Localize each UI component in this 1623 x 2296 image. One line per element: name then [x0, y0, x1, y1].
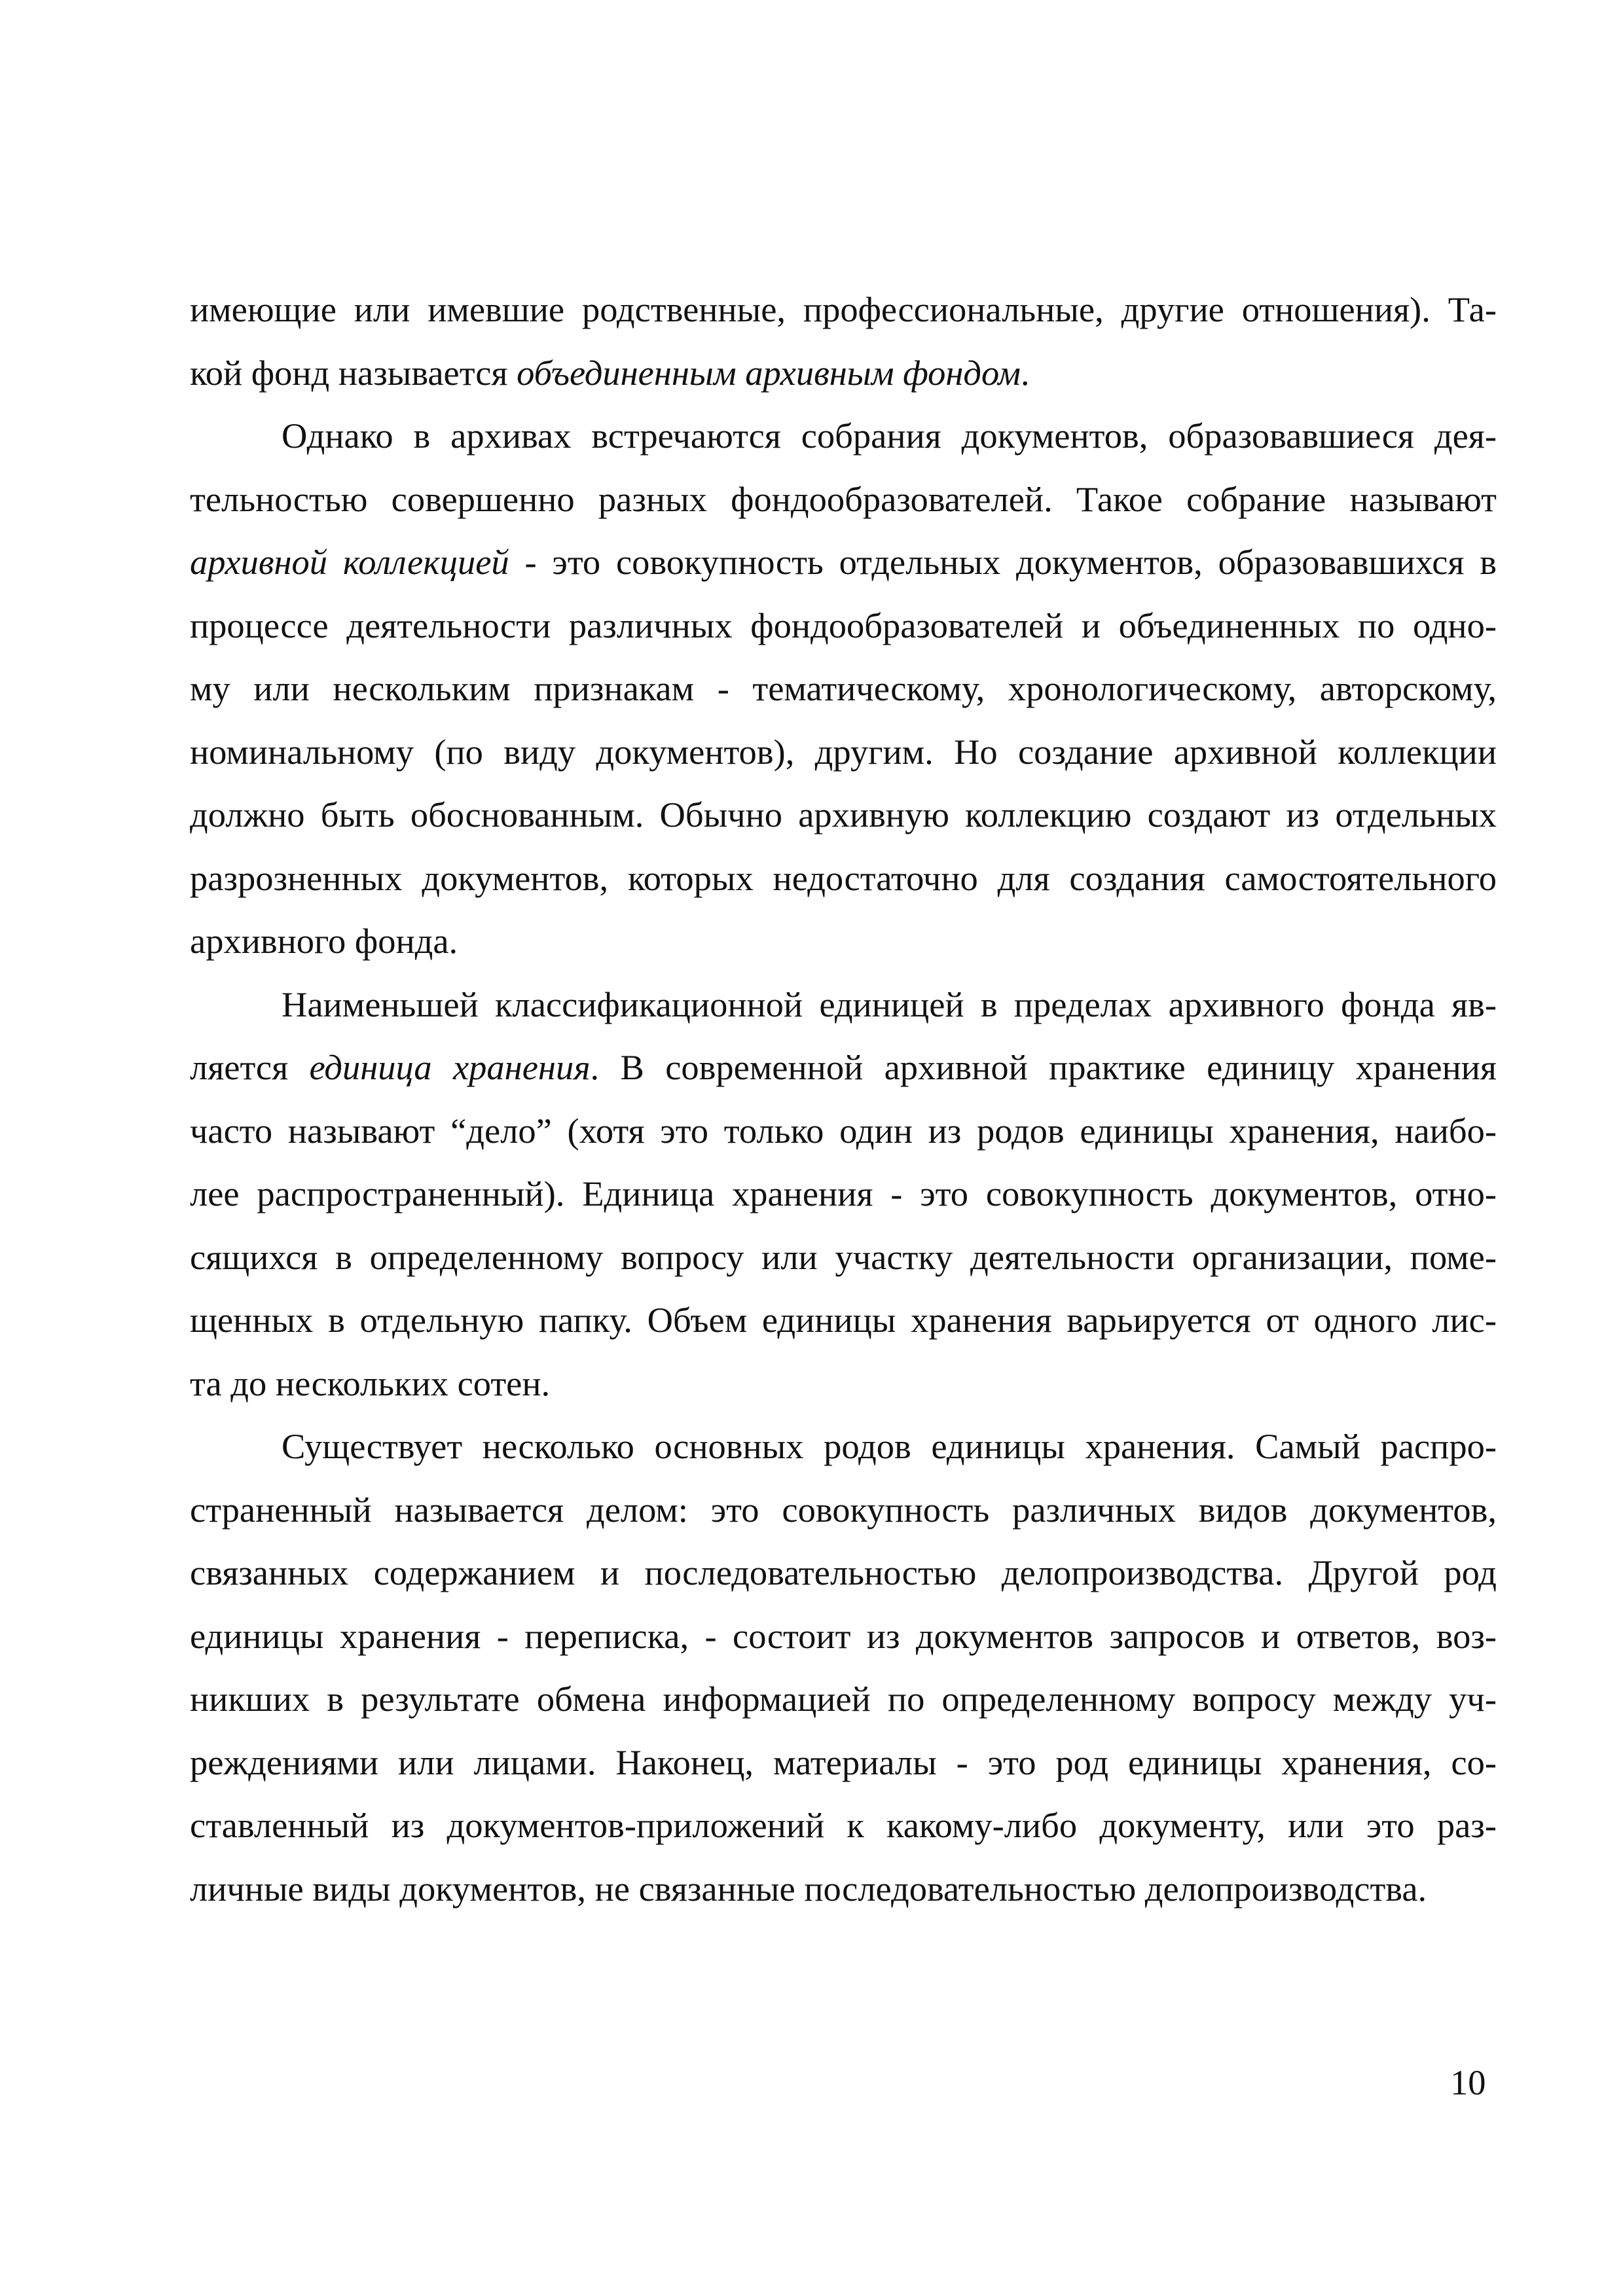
text-segment: личные виды документов, не связанные последовательностью делопроизводства.	[190, 1868, 1427, 1909]
text-line	[190, 1541, 1497, 1605]
text-segment: единицы хранения - переписка, - состоит из документов запросов и ответов, воз-	[190, 1615, 1497, 1656]
text-segment: связанных содержанием и последовательностью делопроизводства. Другой род	[190, 1552, 1497, 1592]
text-segment: му или нескольким признакам - тематическому, хронологическому, авторскому,	[190, 668, 1497, 708]
text-segment: имеющие или имевшие родственные, профессиональные, другие отношения). Та-	[190, 289, 1497, 329]
text-segment: та до нескольких сотен.	[190, 1363, 551, 1403]
paragraph	[190, 1415, 1497, 1920]
text-line	[190, 531, 1497, 594]
text-segment: .	[1020, 352, 1030, 393]
text-line	[190, 1731, 1497, 1795]
text-line	[190, 1857, 1497, 1921]
text-segment: кой фонд называется	[190, 352, 517, 393]
text-line	[190, 1605, 1497, 1668]
page-number: 10	[1450, 2062, 1486, 2102]
text-segment: . В современной архивной практике единицу хранения	[590, 1047, 1497, 1087]
text-line	[190, 1036, 1497, 1100]
text-line	[190, 657, 1497, 721]
text-line	[190, 278, 1497, 342]
text-segment: щенных в отдельную папку. Объем единицы хранения варьируется от одного лис-	[190, 1300, 1497, 1340]
text-line	[190, 342, 1497, 405]
text-line	[190, 1162, 1497, 1226]
text-segment: сящихся в определенному вопросу или участку деятельности организации, поме-	[190, 1236, 1497, 1277]
text-line	[190, 1415, 1497, 1479]
text-line	[190, 1289, 1497, 1352]
text-segment: тельностью совершенно разных фондообразователей. Такое собрание называют	[190, 478, 1497, 519]
text-line	[190, 1668, 1497, 1731]
text-segment: Однако в архивах встречаются собрания документов, образовавшиеся дея-	[282, 416, 1497, 456]
text-segment: должно быть обоснованным. Обычно архивную коллекцию создают из отдельных	[190, 795, 1497, 834]
paragraph	[190, 973, 1497, 1416]
italic-term: объединенным архивным фондом	[517, 352, 1021, 393]
paragraph	[190, 278, 1497, 404]
text-segment: Существует несколько основных родов единицы хранения. Самый распро-	[282, 1426, 1497, 1466]
text-segment: реждениями или лицами. Наконец, материалы - это род единицы хранения, со-	[190, 1742, 1497, 1782]
text-line	[190, 594, 1497, 658]
text-line	[190, 1479, 1497, 1542]
text-segment: часто называют “дело” (хотя это только один из родов единицы хранения, наибо-	[190, 1110, 1497, 1151]
text-segment: процессе деятельности различных фондообразователей и объединенных по одно-	[190, 605, 1497, 645]
text-line	[190, 468, 1497, 531]
text-line	[190, 1100, 1497, 1163]
text-line	[190, 973, 1497, 1037]
text-line	[190, 910, 1497, 973]
italic-term: архивной коллекцией	[190, 542, 509, 582]
text-segment: - это совокупность отдельных документов, образовавшихся в	[509, 542, 1497, 582]
text-line	[190, 721, 1497, 784]
page-body	[190, 278, 1497, 1920]
text-segment: ставленный из документов-приложений к какому-либо документу, или это раз-	[190, 1805, 1497, 1845]
text-line	[190, 1226, 1497, 1289]
text-segment: архивного фонда.	[190, 921, 458, 961]
text-segment: Наименьшей классификационной единицей в пределах архивного фонда яв-	[282, 984, 1497, 1024]
text-segment: разрозненных документов, которых недостаточно для создания самостоятельного	[190, 857, 1497, 898]
text-segment: ляется	[190, 1047, 310, 1087]
paragraph	[190, 404, 1497, 973]
text-segment: номинальному (по виду документов), другим. Но создание архивной коллекции	[190, 731, 1497, 772]
text-line	[190, 404, 1497, 468]
text-segment: страненный называется делом: это совокупность различных видов документов,	[190, 1489, 1497, 1530]
text-line	[190, 1794, 1497, 1857]
text-segment: никших в результате обмена информацией по определенному вопросу между уч-	[190, 1679, 1497, 1719]
italic-term: единица хранения	[309, 1047, 591, 1087]
text-line	[190, 783, 1497, 847]
text-segment: лее распространенный). Единица хранения - это совокупность документов, отно-	[190, 1174, 1497, 1213]
text-line	[190, 847, 1497, 910]
text-line	[190, 1352, 1497, 1416]
